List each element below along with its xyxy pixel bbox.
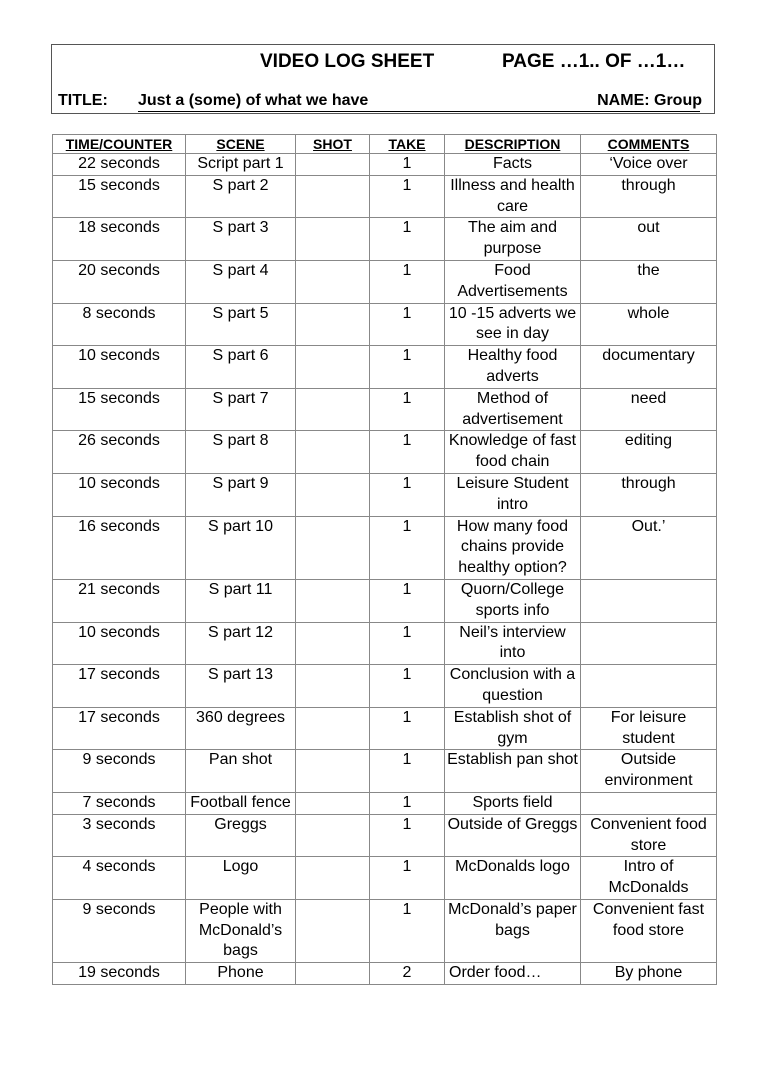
table-row [53,963,717,985]
cell-comments: Out.’ [581,516,717,579]
table-header-row [53,135,717,154]
cell-take: 1 [370,388,445,431]
cell-comments: editing [581,431,717,474]
cell-shot [296,750,370,793]
cell-take: 1 [370,857,445,900]
column-header-comments: COMMENTS [581,135,717,154]
cell-shot [296,579,370,622]
cell-shot [296,303,370,346]
cell-time: 9 seconds [53,899,186,962]
cell-description: Food Advertisements [445,260,581,303]
cell-shot [296,707,370,750]
cell-comments: documentary [581,346,717,389]
title-underline [138,111,700,112]
column-header-take: TAKE [370,135,445,154]
cell-comments [581,579,717,622]
cell-scene: S part 11 [186,579,296,622]
cell-scene: S part 7 [186,388,296,431]
video-log-table [52,134,717,985]
cell-time: 19 seconds [53,963,186,985]
cell-take: 1 [370,473,445,516]
cell-time: 17 seconds [53,707,186,750]
header-box [51,44,715,114]
cell-scene: S part 10 [186,516,296,579]
cell-time: 18 seconds [53,218,186,261]
page-count: PAGE …1.. OF …1… [502,51,686,72]
cell-shot [296,260,370,303]
cell-description: Outside of Greggs [445,814,581,857]
cell-take: 2 [370,963,445,985]
cell-shot [296,473,370,516]
table-row [53,218,717,261]
cell-description: Establish pan shot [445,750,581,793]
cell-description: Neil’s interview into [445,622,581,665]
cell-time: 7 seconds [53,792,186,814]
table-row [53,814,717,857]
cell-take: 1 [370,154,445,176]
cell-take: 1 [370,814,445,857]
title-label: TITLE: [58,92,108,109]
cell-comments: Intro of McDonalds [581,857,717,900]
table-row [53,579,717,622]
cell-time: 3 seconds [53,814,186,857]
cell-description: Facts [445,154,581,176]
cell-time: 16 seconds [53,516,186,579]
cell-time: 20 seconds [53,260,186,303]
cell-description: Knowledge of fast food chain [445,431,581,474]
cell-time: 10 seconds [53,622,186,665]
table-row [53,622,717,665]
table-row [53,516,717,579]
cell-description: Method of advertisement [445,388,581,431]
column-header-time: TIME/COUNTER [53,135,186,154]
column-header-scene: SCENE [186,135,296,154]
cell-comments: Convenient fast food store [581,899,717,962]
cell-time: 15 seconds [53,388,186,431]
cell-scene: S part 12 [186,622,296,665]
table-row [53,473,717,516]
cell-time: 10 seconds [53,346,186,389]
cell-time: 17 seconds [53,665,186,708]
cell-description: Healthy food adverts [445,346,581,389]
cell-description: McDonald’s paper bags [445,899,581,962]
cell-scene: S part 3 [186,218,296,261]
cell-time: 26 seconds [53,431,186,474]
cell-comments: through [581,473,717,516]
table-row [53,665,717,708]
cell-time: 21 seconds [53,579,186,622]
cell-description: Conclusion with a question [445,665,581,708]
table-row [53,857,717,900]
table-row [53,388,717,431]
cell-shot [296,665,370,708]
table-row [53,175,717,218]
table-row [53,431,717,474]
cell-shot [296,346,370,389]
cell-scene: S part 4 [186,260,296,303]
cell-comments: out [581,218,717,261]
cell-take: 1 [370,792,445,814]
cell-shot [296,963,370,985]
cell-shot [296,218,370,261]
table-row [53,303,717,346]
cell-comments: Outside environment [581,750,717,793]
cell-scene: Football fence [186,792,296,814]
cell-take: 1 [370,707,445,750]
cell-description: Quorn/College sports info [445,579,581,622]
cell-shot [296,431,370,474]
table-row [53,899,717,962]
cell-shot [296,792,370,814]
cell-shot [296,388,370,431]
table-body [53,154,717,985]
cell-comments [581,665,717,708]
table-row [53,707,717,750]
cell-scene: Pan shot [186,750,296,793]
cell-shot [296,175,370,218]
cell-take: 1 [370,175,445,218]
table-row [53,346,717,389]
cell-take: 1 [370,899,445,962]
cell-description: Sports field [445,792,581,814]
cell-scene: People with McDonald’s bags [186,899,296,962]
cell-shot [296,622,370,665]
cell-description: Leisure Student intro [445,473,581,516]
cell-comments: need [581,388,717,431]
cell-comments: whole [581,303,717,346]
cell-take: 1 [370,303,445,346]
cell-description: 10 -15 adverts we see in day [445,303,581,346]
cell-shot [296,516,370,579]
cell-description: Establish shot of gym [445,707,581,750]
cell-time: 8 seconds [53,303,186,346]
sheet-title: VIDEO LOG SHEET [260,51,435,72]
cell-description: How many food chains provide healthy option? [445,516,581,579]
column-header-description: DESCRIPTION [445,135,581,154]
cell-comments: ‘Voice over [581,154,717,176]
table-row [53,260,717,303]
cell-comments: By phone [581,963,717,985]
cell-scene: Logo [186,857,296,900]
cell-comments: For leisure student [581,707,717,750]
cell-time: 4 seconds [53,857,186,900]
cell-scene: S part 9 [186,473,296,516]
cell-time: 15 seconds [53,175,186,218]
cell-comments: Convenient food store [581,814,717,857]
cell-time: 9 seconds [53,750,186,793]
cell-scene: S part 2 [186,175,296,218]
table-row [53,750,717,793]
column-header-shot: SHOT [296,135,370,154]
cell-description: Order food… [445,963,581,985]
cell-comments: through [581,175,717,218]
cell-time: 22 seconds [53,154,186,176]
cell-take: 1 [370,346,445,389]
cell-take: 1 [370,665,445,708]
cell-take: 1 [370,579,445,622]
cell-shot [296,857,370,900]
cell-scene: Script part 1 [186,154,296,176]
cell-shot [296,154,370,176]
cell-description: McDonalds logo [445,857,581,900]
cell-scene: 360 degrees [186,707,296,750]
table-row [53,154,717,176]
cell-comments: the [581,260,717,303]
cell-scene: S part 5 [186,303,296,346]
cell-take: 1 [370,516,445,579]
cell-scene: S part 13 [186,665,296,708]
cell-take: 1 [370,218,445,261]
name-field: NAME: Group [597,92,702,109]
cell-take: 1 [370,750,445,793]
cell-scene: Phone [186,963,296,985]
cell-scene: S part 8 [186,431,296,474]
cell-shot [296,899,370,962]
cell-take: 1 [370,431,445,474]
cell-scene: S part 6 [186,346,296,389]
cell-description: The aim and purpose [445,218,581,261]
cell-comments [581,622,717,665]
cell-time: 10 seconds [53,473,186,516]
table-row [53,792,717,814]
title-value: Just a (some) of what we have [138,92,369,109]
cell-shot [296,814,370,857]
cell-comments [581,792,717,814]
cell-description: Illness and health care [445,175,581,218]
cell-take: 1 [370,622,445,665]
cell-scene: Greggs [186,814,296,857]
cell-take: 1 [370,260,445,303]
